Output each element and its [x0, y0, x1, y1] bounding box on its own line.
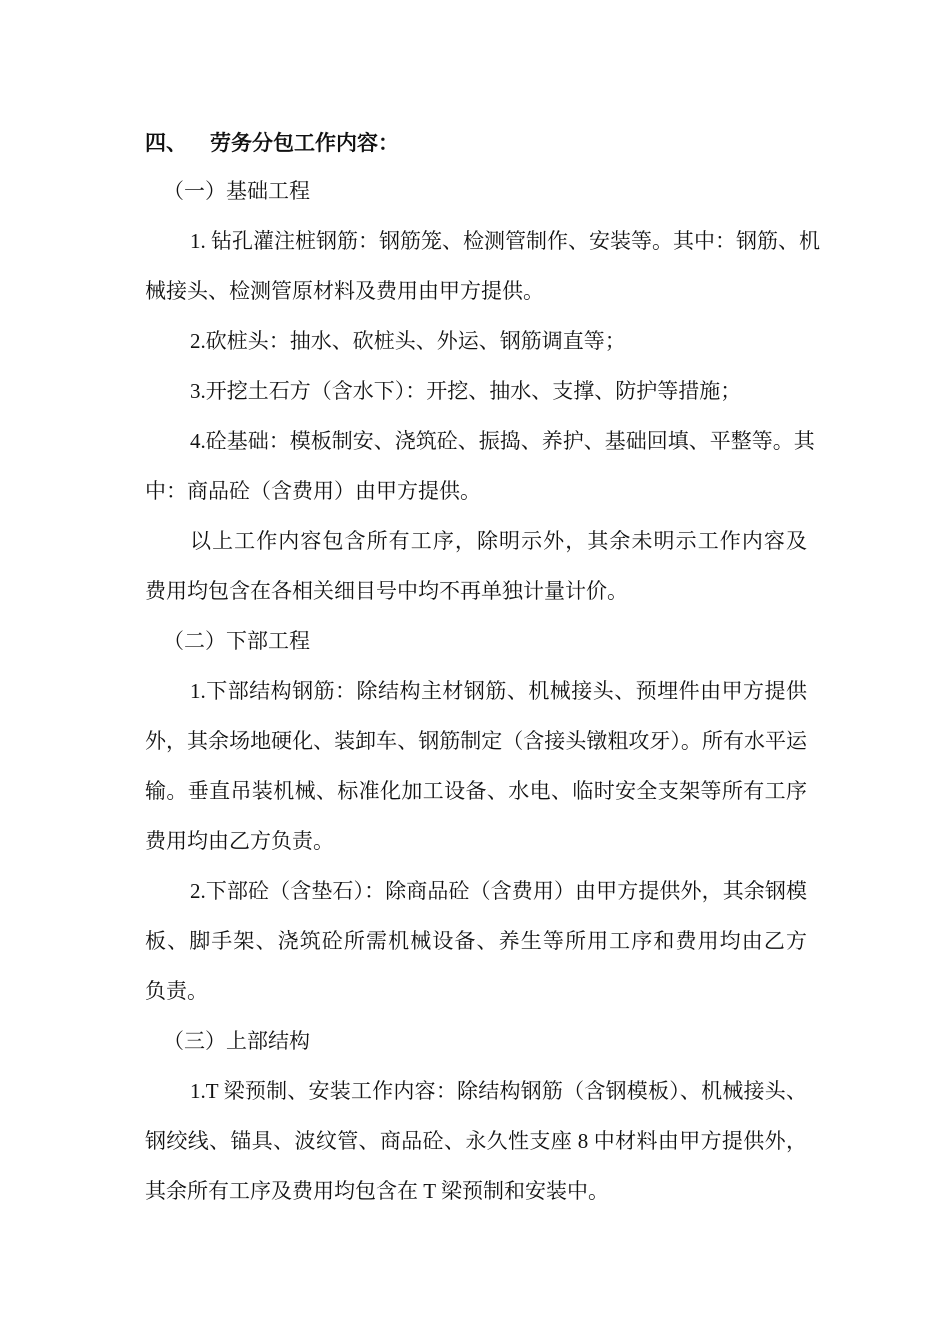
paragraph-line: 费用均包含在各相关细目号中均不再单独计量计价。 — [145, 579, 628, 603]
heading-text: 劳务分包工作内容： — [210, 131, 399, 155]
paragraph-line: 其余所有工序及费用均包含在 T 梁预制和安装中。 — [145, 1179, 609, 1203]
section-heading — [145, 128, 807, 158]
paragraph-line: 板、脚手架、浇筑砼所需机械设备、养生等所用工序和费用均由乙方 — [145, 929, 807, 953]
paragraph-line: 输。垂直吊装机械、标准化加工设备、水电、临时安全支架等所有工序 — [145, 779, 807, 803]
paragraph-line: 外，其余场地硬化、装卸车、钢筋制定（含接头镦粗攻牙）。所有水平运 — [145, 729, 807, 753]
paragraph-line: 中：商品砼（含费用）由甲方提供。 — [145, 479, 481, 503]
paragraph-line: 1.下部结构钢筋：除结构主材钢筋、机械接头、预埋件由甲方提供 — [190, 679, 807, 703]
subsection-title: （三）上部结构 — [163, 1029, 310, 1053]
paragraph-line: 2.砍桩头：抽水、砍桩头、外运、钢筋调直等； — [190, 329, 626, 353]
paragraph-line: 械接头、检测管原材料及费用由甲方提供。 — [145, 279, 544, 303]
paragraph-line: 以上工作内容包含所有工序，除明示外，其余未明示工作内容及 — [190, 529, 807, 553]
paragraph-line: 负责。 — [145, 979, 208, 1003]
paragraph-line: 钢绞线、锚具、波纹管、商品砼、永久性支座 8 中材料由甲方提供外， — [145, 1129, 807, 1153]
paragraph-line: 3.开挖土石方（含水下）：开挖、抽水、支撑、防护等措施； — [190, 379, 742, 403]
paragraph-line: 费用均由乙方负责。 — [145, 829, 334, 853]
paragraph-line: 4.砼基础：模板制安、浇筑砼、振捣、养护、基础回填、平整等。其 — [190, 429, 815, 453]
paragraph-line: 2.下部砼（含垫石）：除商品砼（含费用）由甲方提供外，其余钢模 — [190, 879, 807, 903]
subsection-title: （二）下部工程 — [163, 629, 310, 653]
subsection-title: （一）基础工程 — [163, 179, 310, 203]
paragraph-line: 1. 钻孔灌注桩钢筋：钢筋笼、检测管制作、安装等。其中：钢筋、机 — [190, 229, 820, 253]
heading-number: 四、 — [145, 131, 187, 155]
paragraph-line: 1.T 梁预制、安装工作内容：除结构钢筋（含钢模板）、机械接头、 — [190, 1079, 807, 1103]
